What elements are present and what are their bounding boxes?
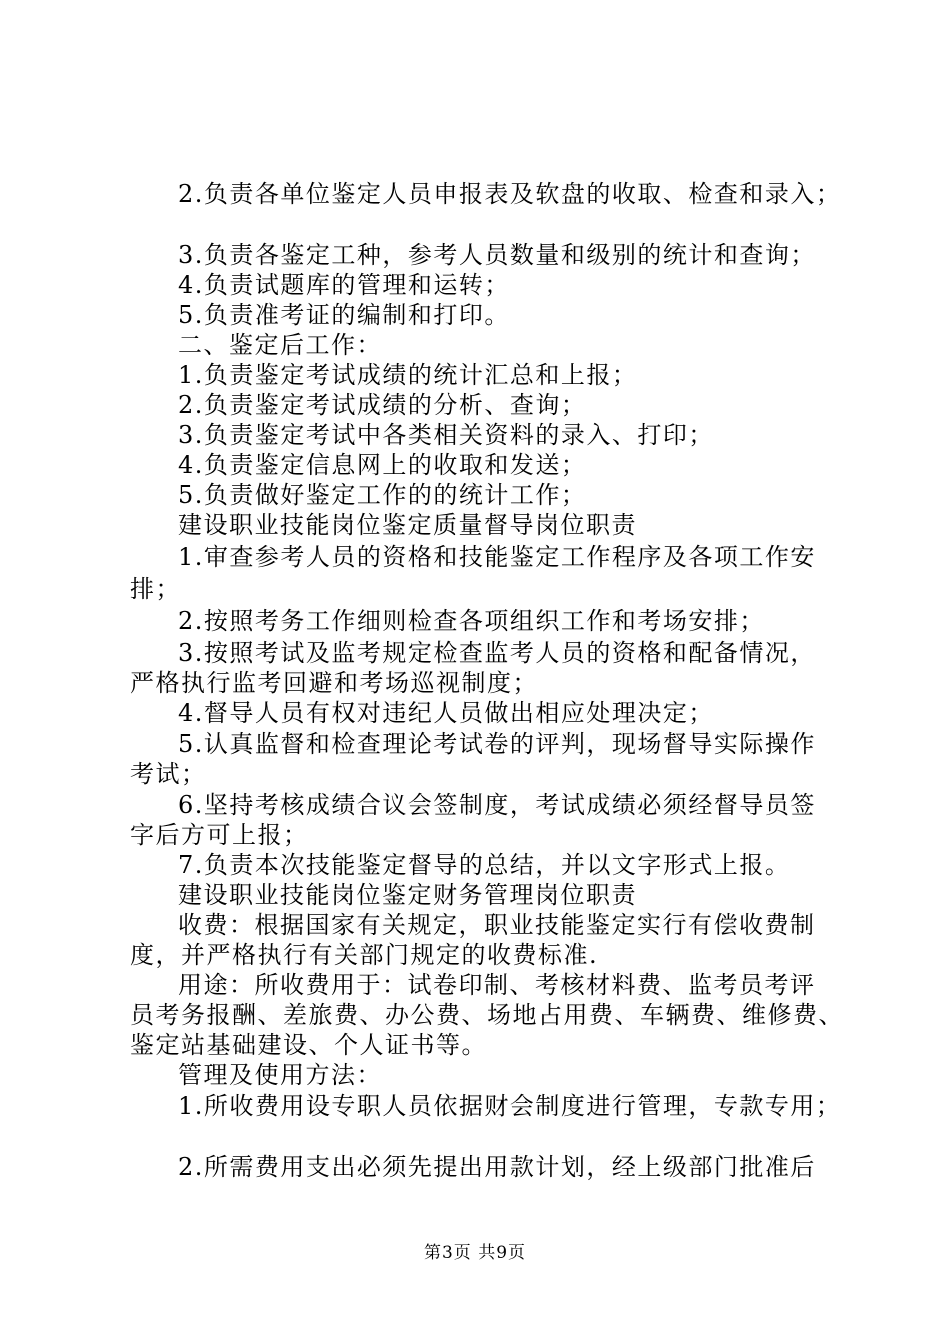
paragraph-line: 2.所需费用支出必须先提出用款计划，经上级部门批准后 — [178, 1153, 816, 1181]
paragraph-line: 3.按照考试及监考规定检查监考人员的资格和配备情况， — [178, 639, 816, 667]
paragraph-line: 排； — [130, 575, 181, 603]
paragraph-line: 5.认真监督和检查理论考试卷的评判，现场督导实际操作 — [178, 730, 816, 758]
paragraph-line: 6.坚持考核成绩合议会签制度，考试成绩必须经督导员签 — [178, 791, 816, 819]
section-heading: 管理及使用方法： — [178, 1061, 382, 1089]
paragraph-line: 用途：所收费用于：试卷印制、考核材料费、监考员考评 — [178, 971, 816, 999]
paragraph-line: 3.负责鉴定考试中各类相关资料的录入、打印； — [178, 421, 714, 449]
paragraph-line: 度，并严格执行有关部门规定的收费标准. — [130, 941, 599, 969]
paragraph-line: 收费：根据国家有关规定，职业技能鉴定实行有偿收费制 — [178, 911, 816, 939]
paragraph-line: 2.负责各单位鉴定人员申报表及软盘的收取、检查和录入； — [178, 180, 842, 208]
paragraph-line: 4.负责鉴定信息网上的收取和发送； — [178, 451, 587, 479]
paragraph-line: 4.督导人员有权对违纪人员做出相应处理决定； — [178, 699, 714, 727]
paragraph-line: 2.负责鉴定考试成绩的分析、查询； — [178, 391, 587, 419]
paragraph-line: 5.负责做好鉴定工作的的统计工作； — [178, 481, 587, 509]
page-footer: 第3页 共9页 — [423, 1243, 527, 1263]
paragraph-line: 1.负责鉴定考试成绩的统计汇总和上报； — [178, 361, 638, 389]
section-heading: 二、鉴定后工作： — [178, 331, 382, 359]
paragraph-line: 5.负责准考证的编制和打印。 — [178, 301, 510, 329]
paragraph-line: 3.负责各鉴定工种，参考人员数量和级别的统计和查询； — [178, 241, 816, 269]
section-title: 建设职业技能岗位鉴定财务管理岗位职责 — [178, 881, 637, 909]
paragraph-line: 2.按照考务工作细则检查各项组织工作和考场安排； — [178, 607, 765, 635]
paragraph-line: 1.所收费用设专职人员依据财会制度进行管理，专款专用； — [178, 1092, 842, 1120]
paragraph-line: 员考务报酬、差旅费、办公费、场地占用费、车辆费、维修费、 — [130, 1001, 844, 1029]
paragraph-line: 1.审查参考人员的资格和技能鉴定工作程序及各项工作安 — [178, 543, 816, 571]
paragraph-line: 严格执行监考回避和考场巡视制度； — [130, 669, 538, 697]
paragraph-line: 考试； — [130, 760, 207, 788]
section-title: 建设职业技能岗位鉴定质量督导岗位职责 — [178, 511, 637, 539]
paragraph-line: 字后方可上报； — [130, 821, 309, 849]
paragraph-line: 4.负责试题库的管理和运转； — [178, 271, 510, 299]
paragraph-line: 鉴定站基础建设、个人证书等。 — [130, 1031, 487, 1059]
paragraph-line: 7.负责本次技能鉴定督导的总结，并以文字形式上报。 — [178, 851, 791, 879]
